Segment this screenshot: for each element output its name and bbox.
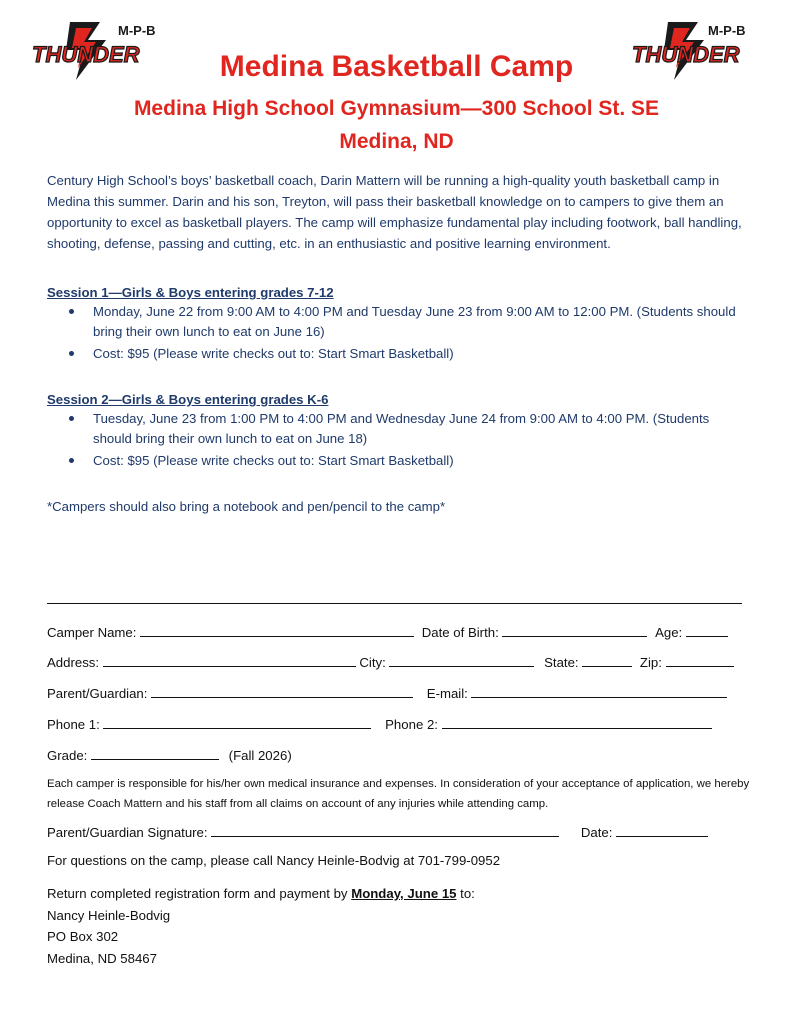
session-1-list: [47, 302, 747, 367]
return-name: Nancy Heinle-Bodvig: [47, 907, 171, 923]
list-item: [47, 344, 747, 364]
return-deadline: Monday, June 15: [351, 886, 457, 901]
return-box: PO Box 302: [47, 929, 119, 944]
session-1-heading: Session 1—Girls & Boys entering grades 7-12: [47, 285, 334, 300]
phone1-label: Phone 1:: [47, 717, 100, 732]
state-field[interactable]: [582, 653, 632, 667]
bullet-text: Cost: $95 (Please write checks out to: Start Smart Basketball): [93, 453, 454, 468]
supplies-note: *Campers should also bring a notebook and pen/pencil to the camp*: [47, 499, 446, 514]
zip-label: Zip:: [639, 655, 662, 670]
location-line: Medina High School Gymnasium—300 School St. SE: [133, 97, 660, 120]
list-item: [47, 302, 747, 341]
bullet-text: Monday, June 22 from 9:00 AM to 4:00 PM and Tuesday June 23 from 9:00 AM to 12:00 PM. (Students should bring their own lunch to eat on June 16): [93, 304, 736, 339]
signature-label: Parent/Guardian Signature:: [47, 825, 208, 840]
address-label: Address:: [47, 655, 100, 670]
return-block: [47, 883, 475, 969]
age-field[interactable]: [686, 623, 728, 637]
form-row-address: [47, 653, 747, 670]
email-field[interactable]: [471, 684, 727, 698]
list-item: [47, 451, 747, 471]
phone2-field[interactable]: [442, 715, 712, 729]
list-item: [47, 409, 747, 448]
city-field[interactable]: [389, 653, 534, 667]
city-line: Medina, ND: [339, 130, 454, 153]
camper-name-field[interactable]: [140, 623, 414, 637]
camper-name-label: Camper Name:: [47, 625, 137, 640]
cut-line-divider: [47, 603, 742, 604]
form-row-parent: [47, 684, 747, 701]
session-2-list: [47, 409, 747, 474]
address-field[interactable]: [103, 653, 356, 667]
date-label: Date:: [580, 825, 613, 840]
logo-right-top-text: M-P-B: [708, 23, 746, 38]
grade-note: (Fall 2026): [228, 748, 292, 763]
bullet-icon: [69, 458, 74, 463]
zip-field[interactable]: [666, 653, 734, 667]
return-prefix: Return completed registration form and payment by: [47, 886, 348, 901]
page-title: Medina Basketball Camp: [219, 50, 574, 83]
email-label: E-mail:: [426, 686, 468, 701]
form-row-grade: [47, 746, 747, 763]
bullet-icon: [69, 309, 74, 314]
form-row-phones: [47, 715, 747, 732]
bullet-icon: [69, 351, 74, 356]
questions-line: For questions on the camp, please call Nancy Heinle-Bodvig at 701-799-0952: [47, 853, 501, 868]
liability-text: Each camper is responsible for his/her own medical insurance and expenses. In consideration of your acceptance of application, we hereby release Coach Mattern and his staff from all claims on account of any injuries while attending camp.: [47, 778, 750, 810]
form-row-camper: [47, 623, 747, 640]
parent-field[interactable]: [151, 684, 413, 698]
session-2-heading: Session 2—Girls & Boys entering grades K-6: [47, 392, 329, 407]
phone1-field[interactable]: [103, 715, 371, 729]
logo-left-main-text: THUNDER: [32, 42, 140, 67]
age-label: Age:: [655, 625, 683, 640]
bullet-text: Cost: $95 (Please write checks out to: Start Smart Basketball): [93, 346, 454, 361]
city-label: City:: [359, 655, 386, 670]
date-field[interactable]: [616, 823, 708, 837]
logo-left-top-text: M-P-B: [118, 23, 156, 38]
intro-paragraph: Century High School’s boys’ basketball coach, Darin Mattern will be running a high-quality youth basketball camp in Medina this summer. Darin and his son, Treyton, will pass their basketball knowledge on to campers to give them an opportunity to excel as basketball players. The camp will emphasize fundamental play including footwork, ball handling, shooting, defense, passing and cutting, etc. in an enthusiastic and positive learning environment.: [47, 173, 742, 251]
state-label: State:: [544, 655, 579, 670]
grade-field[interactable]: [91, 746, 219, 760]
signature-field[interactable]: [211, 823, 559, 837]
bullet-icon: [69, 416, 74, 421]
return-city: Medina, ND 58467: [47, 950, 157, 966]
phone2-label: Phone 2:: [385, 717, 438, 732]
form-row-signature: [47, 823, 747, 840]
grade-label: Grade:: [47, 748, 88, 763]
return-suffix: to:: [460, 886, 475, 901]
logo-right-main-text: THUNDER: [632, 42, 740, 67]
dob-label: Date of Birth:: [421, 625, 499, 640]
bullet-text: Tuesday, June 23 from 1:00 PM to 4:00 PM and Wednesday June 24 from 9:00 AM to 4:00 PM. (Students should bring their own lunch to eat on June 18): [93, 411, 710, 446]
dob-field[interactable]: [502, 623, 647, 637]
parent-label: Parent/Guardian:: [47, 686, 148, 701]
return-instruction: [47, 883, 475, 905]
